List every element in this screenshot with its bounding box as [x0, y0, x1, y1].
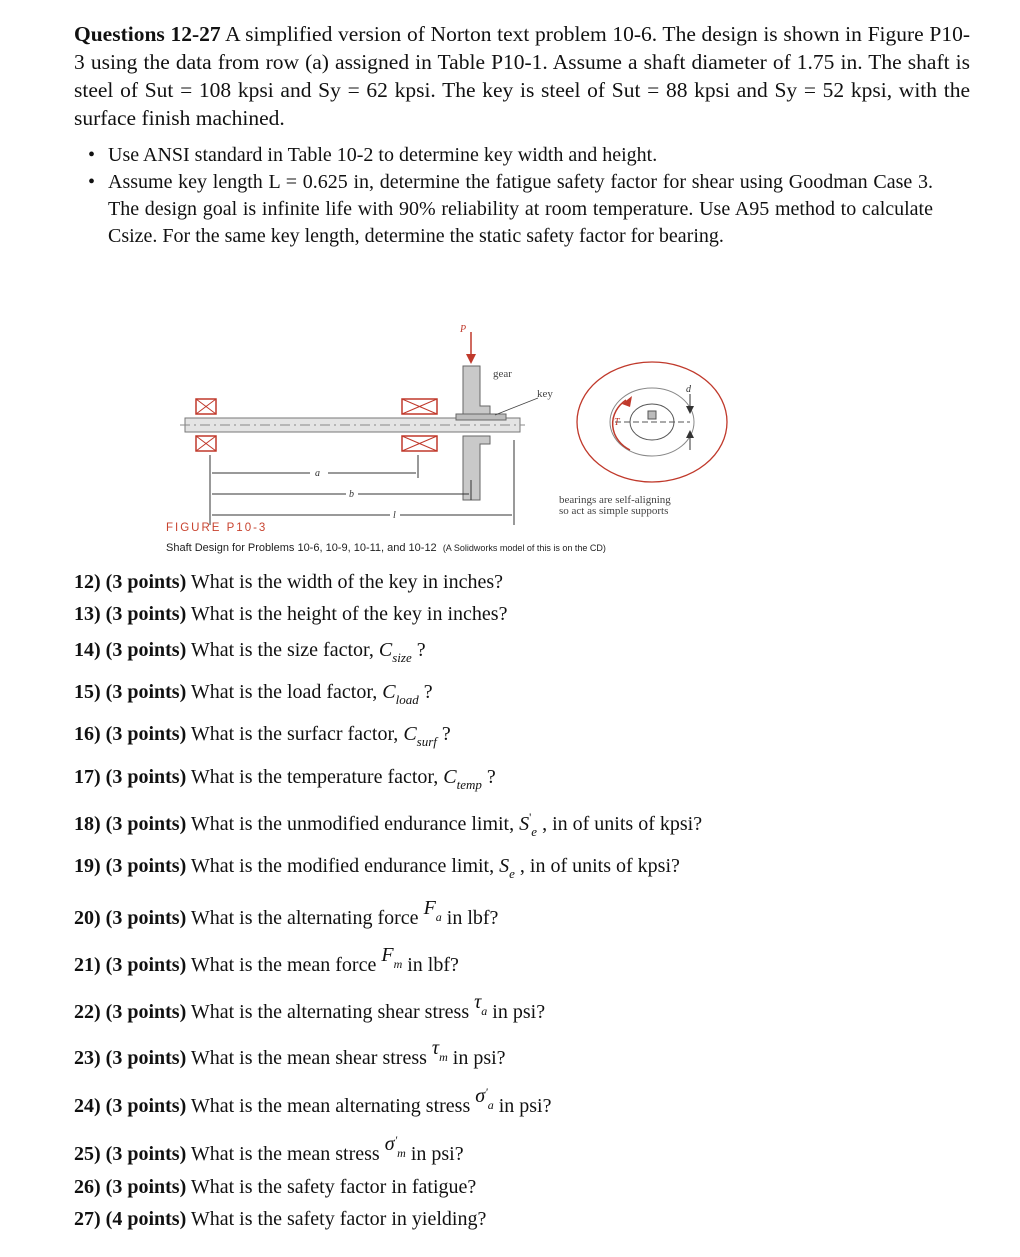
instruction-list	[88, 142, 933, 250]
question-number: 15) (3 points)	[74, 681, 187, 703]
symbol: τ	[474, 991, 482, 1013]
symbol-subscript: e	[531, 824, 538, 839]
question-number: 22) (3 points)	[74, 1001, 187, 1023]
intro-paragraph	[74, 20, 970, 132]
question-text: What is the alternating force	[186, 907, 424, 929]
instruction-text-1: Use ANSI standard in Table 10-2 to determine key width and height.	[108, 144, 658, 166]
label-l: l	[393, 510, 396, 521]
symbol-subscript: a	[435, 910, 442, 924]
symbol-subscript: size	[392, 650, 412, 665]
symbol-prime: '	[394, 1133, 398, 1147]
symbol: S	[519, 813, 530, 835]
question-text: What is the load factor,	[186, 681, 383, 703]
label-bearings-line1: bearings are self-aligning	[559, 494, 671, 506]
bullet-icon: •	[88, 144, 96, 166]
symbol-subscript: surf	[416, 734, 437, 749]
question-19	[74, 854, 680, 880]
symbol-subscript: e	[509, 866, 515, 881]
question-tail: ?	[481, 766, 496, 788]
question-number: 19) (3 points)	[74, 855, 187, 877]
symbol: F	[423, 897, 436, 919]
question-number: 25) (3 points)	[74, 1143, 187, 1165]
question-tail: in psi?	[487, 1001, 546, 1023]
question-17	[74, 765, 496, 791]
symbol: C	[378, 639, 393, 661]
question-12	[74, 570, 503, 594]
question-number: 18) (3 points)	[74, 813, 187, 835]
figure-caption-text: Shaft Design for Problems 10-6, 10-9, 10-11, and 10-12	[166, 542, 437, 554]
symbol: C	[382, 681, 396, 703]
symbol: τ	[431, 1037, 440, 1059]
question-22	[74, 991, 546, 1026]
symbol: C	[403, 723, 417, 745]
question-text: What is the surfacr factor,	[186, 723, 404, 745]
question-24	[74, 1085, 552, 1120]
question-13	[74, 602, 507, 626]
question-27	[74, 1207, 486, 1231]
question-25	[74, 1133, 464, 1168]
question-tail: , in of units of kpsi?	[537, 813, 703, 835]
question-23	[74, 1037, 506, 1072]
shaft-end-view	[577, 362, 727, 482]
question-text: What is the mean force	[186, 954, 382, 976]
question-text: What is the mean stress	[186, 1143, 385, 1165]
label-a: a	[315, 468, 320, 479]
instruction-item-1	[88, 142, 933, 169]
figure-caption	[166, 542, 606, 554]
instruction-text-2: Assume key length L = 0.625 in, determine the fatigue safety factor for shear using Goodman Case 3. The design goal is infinite life with 90% reliability at room temperature. Use A95 method to calculate Csize. For the same key length, determine the static safety factor for bearing.	[108, 171, 933, 247]
question-number: 27) (4 points)	[74, 1208, 187, 1230]
question-tail: ?	[418, 681, 433, 703]
question-16	[74, 722, 451, 748]
label-t: T	[614, 417, 620, 428]
label-gear: gear	[493, 368, 512, 380]
figure-caption-title: FIGURE P10-3	[166, 522, 268, 534]
question-tail: in psi?	[405, 1143, 464, 1165]
question-14	[74, 638, 426, 664]
symbol: C	[443, 766, 457, 788]
label-p: P	[460, 324, 467, 335]
question-text: What is the width of the key in inches?	[186, 571, 504, 593]
question-text: What is the height of the key in inches?	[186, 603, 508, 625]
label-key: key	[537, 388, 553, 400]
symbol-subscript: a	[481, 1004, 488, 1018]
intro-heading: Questions 12-27	[74, 22, 221, 46]
question-number: 17) (3 points)	[74, 766, 187, 788]
question-text: What is the safety factor in yielding?	[186, 1208, 487, 1230]
symbol-prime: '	[485, 1085, 488, 1099]
question-26	[74, 1175, 476, 1199]
question-text: What is the alternating shear stress	[186, 1001, 475, 1023]
question-tail: in lbf?	[441, 907, 499, 929]
question-number: 23) (3 points)	[74, 1047, 187, 1069]
question-21	[74, 944, 459, 979]
symbol-subscript: a	[487, 1098, 494, 1112]
question-number: 21) (3 points)	[74, 954, 187, 976]
question-number: 20) (3 points)	[74, 907, 187, 929]
question-tail: in lbf?	[402, 954, 459, 976]
question-15	[74, 680, 433, 706]
instruction-item-2	[88, 169, 933, 250]
symbol-prime: '	[529, 810, 532, 824]
label-bearings-line2: so act as simple supports	[559, 505, 669, 517]
question-text: What is the size factor,	[186, 639, 379, 661]
question-tail: , in of units of kpsi?	[514, 855, 680, 877]
question-number: 12) (3 points)	[74, 571, 187, 593]
symbol-subscript: m	[397, 1146, 406, 1160]
label-d: d	[686, 384, 691, 395]
shaft-diagram	[160, 290, 750, 560]
question-text: What is the safety factor in fatigue?	[186, 1176, 477, 1198]
question-20	[74, 897, 499, 932]
symbol-subscript: temp	[456, 777, 482, 792]
question-number: 26) (3 points)	[74, 1176, 187, 1198]
question-tail: in psi?	[447, 1047, 506, 1069]
question-tail: in psi?	[493, 1095, 552, 1117]
question-tail: ?	[436, 723, 451, 745]
question-number: 24) (3 points)	[74, 1095, 187, 1117]
question-text: What is the mean alternating stress	[186, 1095, 476, 1117]
label-b: b	[349, 489, 354, 500]
question-text: What is the modified endurance limit,	[186, 855, 500, 877]
symbol-subscript: m	[393, 957, 403, 971]
question-text: What is the unmodified endurance limit,	[186, 813, 520, 835]
question-number: 16) (3 points)	[74, 723, 187, 745]
symbol-subscript: m	[439, 1050, 448, 1064]
symbol: σ	[475, 1085, 486, 1107]
symbol-subscript: load	[395, 692, 419, 707]
question-18	[74, 812, 702, 838]
question-text: What is the mean shear stress	[186, 1047, 432, 1069]
symbol: F	[381, 944, 394, 966]
gear-shape	[456, 366, 506, 500]
question-text: What is the temperature factor,	[186, 766, 444, 788]
figure-caption-note: (A Solidworks model of this is on the CD)	[442, 543, 606, 553]
question-number: 13) (3 points)	[74, 603, 187, 625]
symbol: S	[499, 855, 510, 877]
symbol: σ	[384, 1133, 395, 1155]
question-tail: ?	[411, 639, 426, 661]
bullet-icon: •	[88, 171, 96, 193]
intro-text: A simplified version of Norton text problem 10-6. The design is shown in Figure P10-3 using the data from row (a) assigned in Table P10-1. Assume a shaft diameter of 1.75 in. The shaft is steel of Sut = 108 kpsi and Sy = 62 kpsi. The key is steel of Sut = 88 kpsi and Sy = 52 kpsi, with the surface finish machined.	[74, 22, 970, 130]
question-number: 14) (3 points)	[74, 639, 187, 661]
